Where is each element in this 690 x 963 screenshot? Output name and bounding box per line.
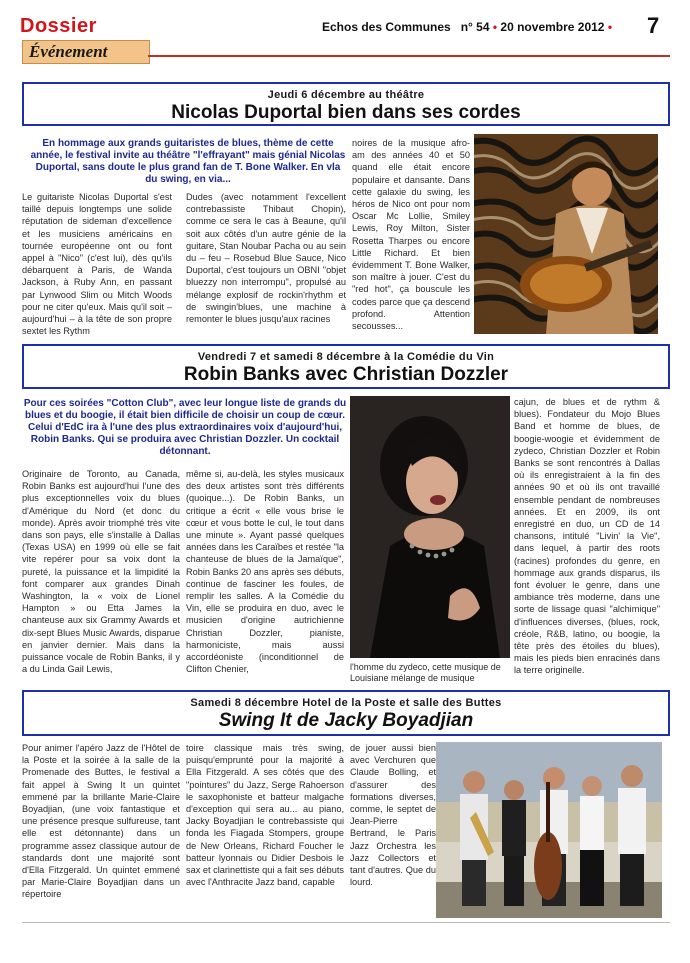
article3-column-1: Pour animer l'apéro Jazz de l'Hôtel de la Poste et la soirée à la salle de la Promenade des Buttes, le festival a fait appel à Swing It un quintet emmené par la brillante Marie-Claire Boyadjian, (une voix fantastique et une présence presque sulfureuse, tant elle est détonnante) dans un programme assez classique autour de standards dont une majorité sont d'Ella Fitzgerald. Un quintet emmené par Marie-Claire Boyadjian dans un répertoire [22, 743, 180, 900]
rubric-rule [148, 55, 670, 57]
band-illustration [436, 742, 662, 918]
page-header [0, 0, 690, 61]
issue-date: 20 novembre 2012 [500, 20, 605, 34]
page-bottom-rule [22, 922, 670, 923]
article3-kicker: Samedi 8 décembre Hotel de la Poste et salle des Buttes [190, 697, 502, 709]
article1-column-3: noires de la musique afro-am des années 40 et 50 quand elle était encore populaire et dansante. Dans cette galaxie du swing, les héros de Nico ont pour nom Oscar Mc Lollie, Smiley Lewis, Roy Milton, Sister Rosetta Tharpes ou encore Little Richard. Et bien évidemment T. Bone Walker, son maître à jouer. C'est du "red hot", ça bouscule les codes parce que ça descend profond. Attention secousses... [352, 138, 470, 332]
article3-title: Swing It de Jacky Boyadjian [218, 710, 474, 731]
singer-illustration [350, 396, 510, 658]
article2-kicker: Vendredi 7 et samedi 8 décembre à la Comédie du Vin [197, 351, 495, 363]
article2-column-1: Originaire de Toronto, au Canada, Robin Banks est aujourd'hui l'une des plus exceptionnelles voix du blues d'Amérique du Nord (et donc du monde). Après avoir triomphé très vite dans son pays, elle s'installe à Dallas (Texas USA) en 1999 où elle se fait vite repérer pour sa voix dont la pureté, la puissance et la limpidité la font comparer aux grandes Dinah Washington, la « voix de Lionel Hampton » ou Etta James la chanteuse aux six Grammy Awards et dix-sept Blues Music Awards, disparue en janvier dernier. Mais dans la puissance vocale de Robin Banks, il y a du Linda Gail Lewis, [22, 469, 180, 675]
article2-heading [22, 344, 670, 389]
article1-column-2: Dudes (avec notamment l'excellent contrebassiste Thibaut Chopin), comme ce sera le cas à Beaune, qu'il soit aux côtés d'un autre génie de la guitare, Stan Noubar Pacha ou au sein du – feu – Rosebud Blue Sauce, Nico Duportal, c'est toujours un OBNI "objet bluezzy non interrompu", propulsé au mélange explosif de rockin'rhythm et de swingin'blues, une machine à remonter le blues jusqu'aux racines [186, 192, 346, 325]
article1-column-1: Le guitariste Nicolas Duportal s'est taillé depuis longtemps une solide réputation de sideman d'excellence et les musiciens américains en tournée européenne ont ou font appel à "Nico" (c'est lui), dès qu'ils débarquent à Paris, de Wanda Jackson, à Ruby Ann, en passant par Lynwood Slim ou Mitch Woods pour ne citer qu'eux. Mais qu'il soit – aujourd'hui – à la tête de son propre sextet les Rythm [22, 192, 172, 337]
article3-column-2: toire classique mais très swing, puisqu'emprunté pour la majorité à Ella Fitzgerald. A ses côtés que des "pointures" du Jazz, Serge Rahoerson le saxophoniste et batteur malgache d'exception qui sera au... au piano, Jacky Boyadjian le contrebassiste qui fonda les Fiagada Stompers, groupe de New Orleans, Richard Foucher le batteur lyonnais ou Didier Desbois le sax et clarinettiste qui a fait ses débuts avec l'Anthracite Jazz band, capable [186, 743, 344, 888]
article2-column-3: cajun, de blues et de rythm & blues). Fondateur du Mojo Blues Band et homme de blues, de boogie-woogie et évidemment de zydeco, Christian Dozzler et Robin Banks se sont rencontrés à Dallas où ils enregistraient à la fin des années 90 et où ils ont travaillé ensemble pendant de nombreuses années. Et en 2009, ils ont enregistré en duo, un CD de 14 chansons, intitulé "Livin' la Vie", dans lequel, à partir des roots (racines) profondes du genre, en hommage aux grands disparus, ils font évoluer le genre, dans une ambiance très moderne, dans une sorte de lissage quasi "alchimique" d'influences diverses, (blues, rock, créole, R&B, latino, ou boogie, la tête près des étoiles du blues), mais les pieds bien enracinés dans la terre originelle. [514, 397, 660, 676]
article2-column-2: même si, au-delà, les styles musicaux des deux artistes sont très différents (quoique...). De Robin Banks, un critique a écrit « elle vous brise le cœur et vous botte le cul, le tout dans une minute ». Ayant passé quelques années dans les Caraïbes et restée "la chanteuse de blues de la Jamaïque", Robin Banks 20 ans après ses débuts, continue de fasciner les foules, de remplir les salles. A la Comédie du Vin, elle se produira en duo, avec le musicien d'origine autrichienne Christian Dozzler, pianiste, harmoniciste, mais aussi accordéoniste (inconditionnel de Clifton Chenier, [186, 469, 344, 675]
article2-intro: Pour ces soirées "Cotton Club", avec leur longue liste de grands du blues et du boogie, il était bien difficile de choisir un coup de cœur. Celui d'EdC ira à l'une des plus extraordinaires voix d'aujourd'hui, Robin Banks. Qui se produira avec Christian Dozzler. Un cocktail détonnant. [23, 398, 347, 457]
article2-title: Robin Banks avec Christian Dozzler [183, 364, 509, 385]
bullet-separator: • [492, 20, 498, 34]
issue-number: n° 54 [460, 20, 490, 34]
guitarist-illustration [474, 134, 658, 334]
photo-caption-continued: l'homme du zydeco, cette musique de Louisiane mélange de musique [350, 662, 501, 683]
robin-banks-photo [350, 396, 510, 658]
bullet-separator: • [607, 20, 613, 34]
article1-title: Nicolas Duportal bien dans ses cordes [171, 102, 521, 123]
article3-heading [22, 690, 670, 736]
rubric-box [22, 40, 150, 64]
nicolas-duportal-photo [474, 134, 658, 334]
article1-intro: En hommage aux grands guitaristes de blues, thème de cette année, le festival invite au théâtre "l'effrayant" mais génial Nicolas Duportal, sans doute le plus grand fan de T. Bone Walker. En vla du swing, en via... [30, 138, 346, 185]
article3-column-3: de jouer aussi bien avec Verchuren que Claude Bolling, et d'assurer des formations diverses, comme, le septet de Jean-Pierre Bertrand, le Paris Jazz Orchestra les Jazz Collectors et tant d'autres. Que du lourd. [350, 743, 436, 888]
rubric-label: Événement [29, 42, 108, 61]
paper-info [322, 20, 612, 34]
article1-heading [22, 82, 670, 126]
page-number: 7 [647, 13, 660, 38]
swing-it-band-photo [436, 742, 662, 918]
paper-name: Echos des Communes [322, 20, 451, 34]
section-label: Dossier [20, 15, 97, 37]
article1-kicker: Jeudi 6 décembre au théâtre [267, 89, 425, 101]
